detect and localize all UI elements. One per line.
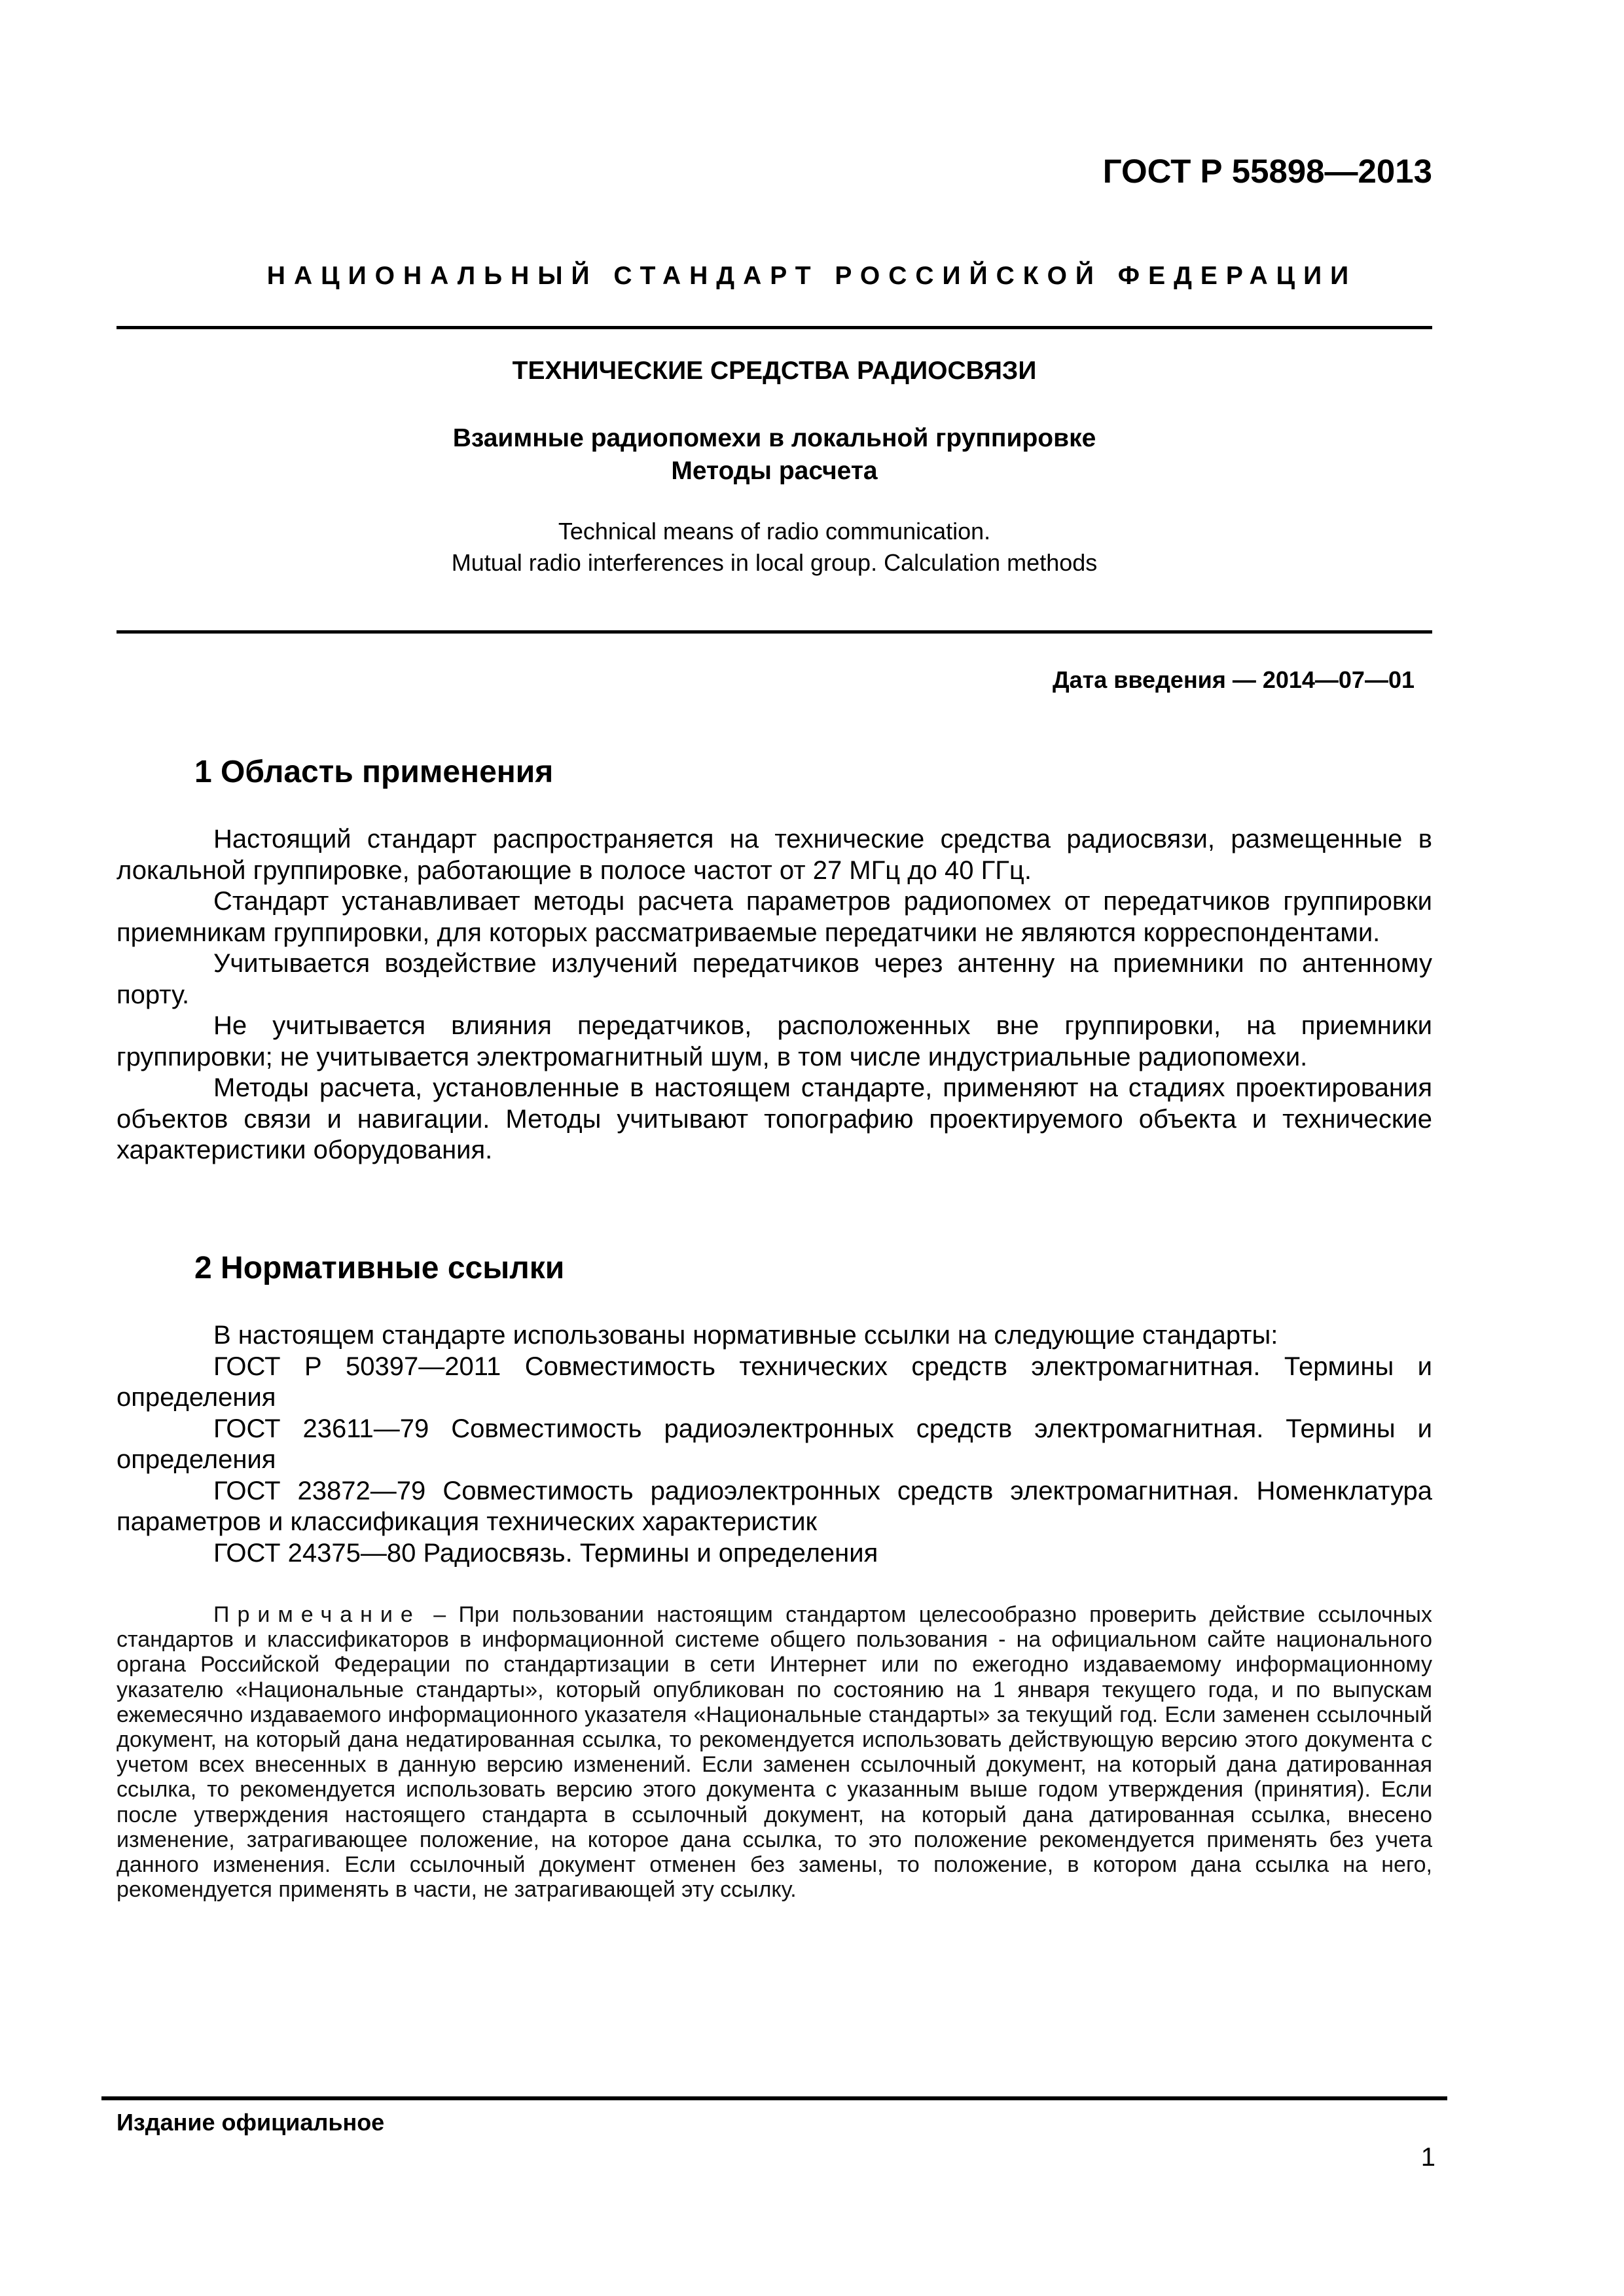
official-edition-label: Издание официальное — [117, 2109, 385, 2136]
note-block — [117, 1602, 1432, 1902]
main-title: ТЕХНИЧЕСКИЕ СРЕДСТВА РАДИОСВЯЗИ — [512, 357, 1037, 385]
reference-entry: ГОСТ 23872—79 Совместимость радиоэлектронных средств электромагнитная. Номенклатура параметров и классификация технических характеристик — [117, 1476, 1432, 1536]
english-title — [117, 516, 1432, 579]
subtitle — [117, 422, 1432, 488]
subtitle-line: Взаимные радиопомехи в локальной группировке — [452, 424, 1096, 452]
section-2-body — [117, 1320, 1432, 1569]
note-paragraph — [117, 1602, 1432, 1902]
paragraph: В настоящем стандарте использованы нормативные ссылки на следующие стандарты: — [213, 1321, 1278, 1350]
english-title-line: Mutual radio interferences in local group. Calculation methods — [451, 549, 1098, 576]
introduction-date: Дата введения — 2014—07—01 — [1052, 666, 1415, 693]
section-1-body — [117, 824, 1432, 1166]
english-title-line: Technical means of radio communication. — [558, 518, 991, 545]
section-2-heading: 2 Нормативные ссылки — [194, 1251, 565, 1285]
national-standard-banner: НАЦИОНАЛЬНЫЙ СТАНДАРТ РОССИЙСКОЙ ФЕДЕРАЦИИ — [266, 262, 1358, 290]
reference-entry: ГОСТ 23611—79 Совместимость радиоэлектронных средств электромагнитная. Термины и определения — [117, 1414, 1432, 1474]
document-code: ГОСТ Р 55898—2013 — [1102, 152, 1432, 190]
reference-entry: ГОСТ Р 50397—2011 Совместимость технических средств электромагнитная. Термины и определения — [117, 1352, 1432, 1412]
paragraph: Не учитывается влияния передатчиков, расположенных вне группировки, на приемники группировки; не учитывается электромагнитный шум, в том числе индустриальные радиопомехи. — [117, 1011, 1432, 1071]
title-top-rule — [117, 326, 1432, 329]
footer-rule — [101, 2096, 1447, 2100]
page-number: 1 — [1420, 2143, 1435, 2172]
section-1-heading: 1 Область применения — [194, 755, 554, 789]
paragraph: Методы расчета, установленные в настоящем стандарте, применяют на стадиях проектирования объектов связи и навигации. Методы учитывают топографию проектируемого объекта и технические характеристики оборудования. — [117, 1073, 1432, 1164]
paragraph: Учитывается воздействие излучений передатчиков через антенну на приемники по антенному порту. — [117, 949, 1432, 1009]
paragraph: Стандарт устанавливает методы расчета параметров радиопомех от передатчиков группировки приемникам группировки, для которых рассматриваемые передатчики не являются корреспондентами. — [117, 887, 1432, 947]
subtitle-line: Методы расчета — [671, 457, 878, 485]
note-text: – При пользовании настоящим стандартом целесообразно проверить действие ссылочных стандартов и классификаторов в информационной системе общего пользования - на официальном сайте национального органа Российской Федерации по стандартизации в сети Интернет или по ежегодно издаваемому информационному указателю «Национальные стандарты», который опубликован по состоянию на 1 января текущего года, и по выпускам ежемесячно издаваемого информационного указателя «Национальные стандарты» за текущий год. Если заменен ссылочный документ, на который дана недатированная ссылка, то рекомендуется использовать действующую версию этого документа с учетом всех внесенных в данную версию изменений. Если заменен ссылочный документ, на который дана датированная ссылка, то рекомендуется использовать версию этого документа с указанным выше годом утверждения (принятия). Если после утверждения настоящего стандарта в ссылочный документ, на который дана датированная ссылка, внесено изменение, затрагивающее положение, на которое дана ссылка, то это положение рекомендуется применять без учета данного изменения. Если ссылочный документ отменен без замены, то положение, в котором дана ссылка на него, рекомендуется применять в части, не затрагивающей эту ссылку. — [117, 1602, 1432, 1903]
paragraph: Настоящий стандарт распространяется на технические средства радиосвязи, размещенные в локальной группировке, работающие в полосе частот от 27 МГц до 40 ГГц. — [117, 825, 1432, 885]
note-label: Примечание — [213, 1602, 421, 1627]
reference-entry: ГОСТ 24375—80 Радиосвязь. Термины и определения — [213, 1538, 878, 1568]
title-bottom-rule — [117, 630, 1432, 634]
